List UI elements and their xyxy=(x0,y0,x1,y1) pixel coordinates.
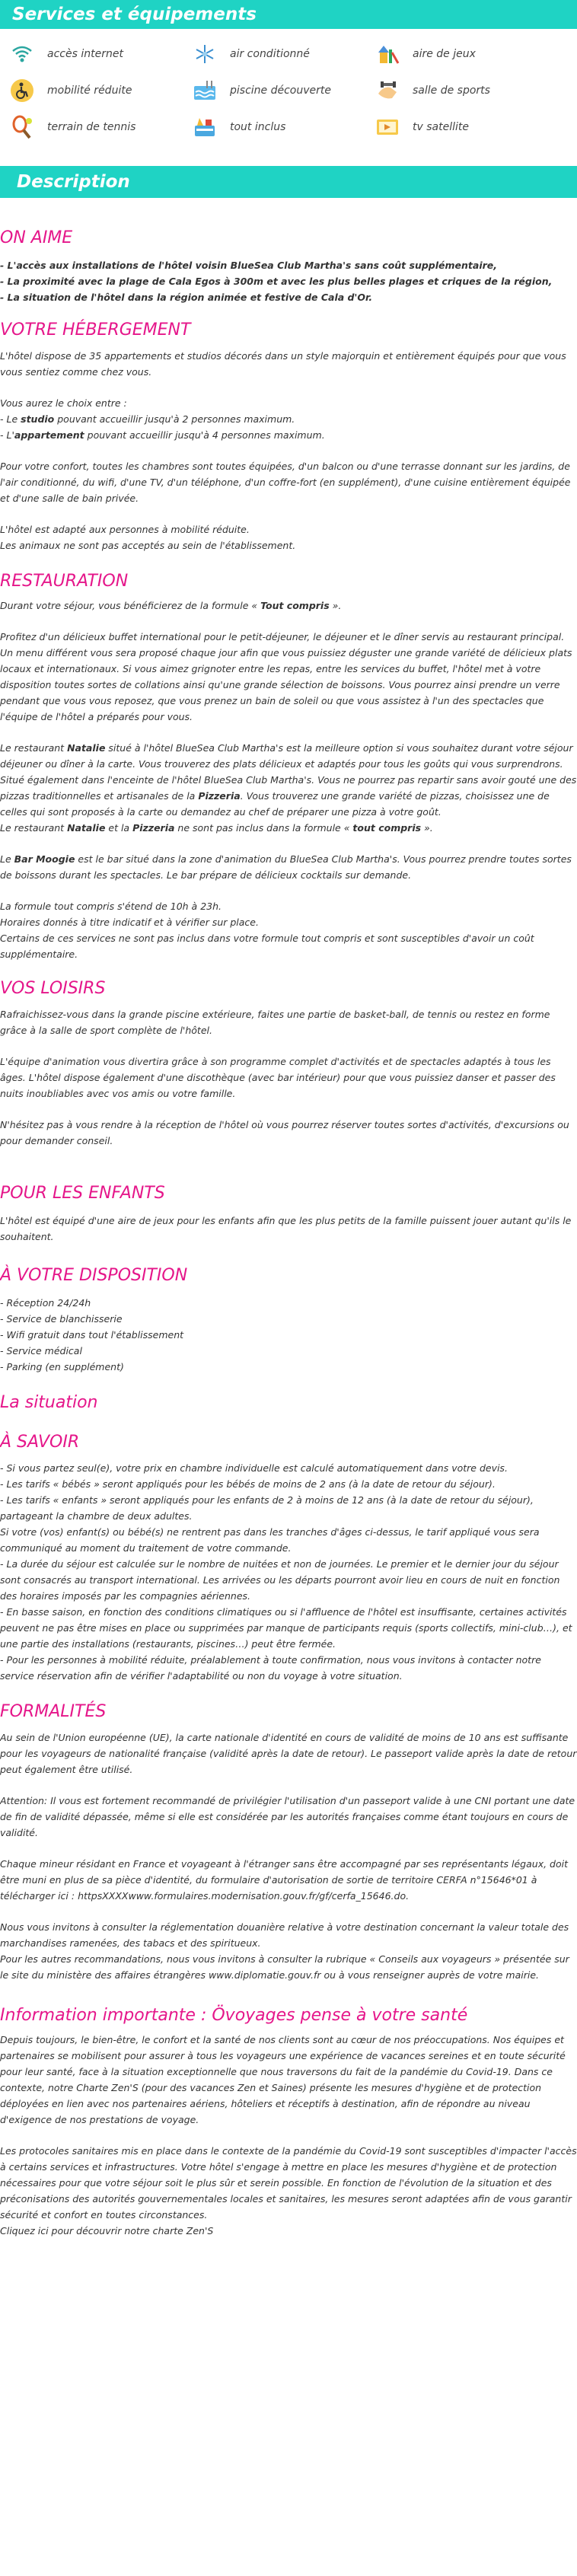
wifi-icon xyxy=(9,41,35,67)
important-p2: Les protocoles sanitaires mis en place dans le contexte de la pandémie du Covid-19 sont susceptibles d'impacter l'accès à certains services et infrastructures. Votre hôtel s'engage à mettre en place les mesures d'hygiène et de protection nécessaires pour que votre séjour soit le plus sûr et serein possible. En fonction de l'évolution de la situation et des préconisations des autorités gouvernementales locales et sanitaires, les mesures seront adaptées afin de vous garantir sécurité et confort en toutes circonstances. Cliquez ici pour découvrir notre charte Zen'S xyxy=(0,2145,577,2236)
formalites-p3: Chaque mineur résidant en France et voyageant à l'étranger sans être accompagné par ses représentants légaux, doit être muni en plus de sa pièce d'identité, du formulaire d'autorisation de sortie de territoire CERFA n°15646*01 à télécharger ici : httpsXXXXwww.formulaires.modernisation.gouv.fr/gf/cerfa_15646.do. xyxy=(0,1858,568,1902)
formalites-heading: FORMALITÉS xyxy=(0,1702,107,1721)
on-aime-heading: ON AIME xyxy=(0,228,73,247)
hebergement-appartement: - L'appartement pouvant accueillir jusqu'à 4 personnes maximum. xyxy=(0,429,325,441)
service-item xyxy=(375,76,557,105)
snowflake-icon xyxy=(192,41,218,67)
service-item xyxy=(9,40,192,69)
savoir-p1: - Si vous partez seul(e), votre prix en chambre individuelle est calculé automatiquement dans votre devis. - Les tarifs « bébés » seront appliqués pour les bébés de moins de 2 ans (à la date de retour du séjour). - Les tarifs « enfants » seront appliqués pour les enfants de 2 à moins de 12 ans (à la date de retour du séjour), partageant la chambre de deux adultes. Si votre (vos) enfant(s) ou bébé(s) ne rentrent pas dans les tranches d'âges ci-dessus, le tarif appliqué vous sera communiqué au moment du traitement de votre commande. - La durée du séjour est calculée sur le nombre de nuitées et non de journées. Le premier et le dernier jour du séjour sont consacrés au transport international. Les arrivées ou les départs pourront avoir lieu en cours de nuit en fonction des horaires imposés par les compagnies aériennes. - En basse saison, en fonction des conditions climatiques ou si l'affluence de l'hôtel est insuffisante, certaines activités peuvent ne pas être mises en place ou supprimées par manque de participants requis (sports collectifs, mini-club…), et une partie des installations (restaurants, piscines…) peut être fermée. - Pour les personnes à mobilité réduite, préalablement à toute confirmation, nous vous invitons à contacter notre service réservation afin de vérifier l'adaptabilité ou non du voyage à votre situation. xyxy=(0,1462,572,1682)
service-label: salle de sports xyxy=(413,84,490,97)
important-p1: Depuis toujours, le bien-être, le confort et la santé de nos clients sont au cœur de nos préoccupations. Nos équipes et partenaires se mobilisent pour assurer à tous les voyageurs une expérience de vacances sereines et en toute sécurité pour leur santé, face à la situation exceptionnelle que nous traversons du fait de la pandémie du Covid-19. Dans ce contexte, notre Charte Zen'S (pour des vacances Zen et Saines) présente les mesures d'hygiène et de protection déployées en lien avec nos partenaires aériens, hôteliers et réceptifs à destination, afin de répondre au niveau d'exigence de nos prestations de voyage. xyxy=(0,2034,566,2125)
hebergement-p1: L'hôtel dispose de 35 appartements et studios décorés dans un style majorquin et entièrement équipés pour que vous vous sentiez comme chez vous. xyxy=(0,350,566,378)
hebergement-p4: L'hôtel est adapté aux personnes à mobilité réduite. Les animaux ne sont pas acceptés au sein de l'établissement. xyxy=(0,524,296,551)
loisirs-p3: N'hésitez pas à vous rendre à la réception de l'hôtel où vous pourrez réserver toutes sortes d'activités, d'excursions ou pour demander conseil. xyxy=(0,1119,569,1146)
restauration-p4: Le Bar Moogie est le bar situé dans la zone d'animation du BlueSea Club Martha's. Vous pourrez prendre toutes sortes de boissons durant les spectacles. Le bar prépare de délicieux cocktails sur demande. xyxy=(0,853,572,881)
service-item xyxy=(192,76,375,105)
service-item xyxy=(9,113,192,142)
service-item xyxy=(375,113,557,142)
services-grid xyxy=(0,29,577,142)
restauration-p3: Le restaurant Natalie situé à l'hôtel BlueSea Club Martha's est la meilleure option si vous souhaitez durant votre séjour déjeuner ou dîner à la carte. Vous trouverez des plats délicieux et adaptés pour tous les goûts qui vous surprendrons. Situé également dans l'enceinte de l'hôtel BlueSea Club Martha's. Vous ne pourrez pas repartir sans avoir gouté une des pizzas traditionnelles et artisanales de la Pizzeria. Vous trouverez une grande variété de pizzas, choisissez une de celles qui sont proposés à la carte ou demandez au chef de préparer une pizza à votre goût. Le restaurant Natalie et la Pizzeria ne sont pas inclus dans la formule « tout compris ». xyxy=(0,742,577,834)
on-aime-line: - L'accès aux installations de l'hôtel voisin BlueSea Club Martha's sans coût supplémentaire, xyxy=(0,260,497,271)
hebergement-heading: VOTRE HÉBERGEMENT xyxy=(0,320,191,340)
service-label: tv satellite xyxy=(413,121,469,133)
hebergement-studio: - Le studio pouvant accueillir jusqu'à 2 personnes maximum. xyxy=(0,413,295,425)
formalites-p2: Attention: Il vous est fortement recommandé de privilégier l'utilisation d'un passeport valide à une CNI portant une date de fin de validité dépassée, même si elle est considérée par les autorités françaises comme étant toujours en cours de validité. xyxy=(0,1795,575,1838)
situation-heading: La situation xyxy=(0,1393,98,1412)
hebergement-p3: Pour votre confort, toutes les chambres sont toutes équipées, d'un balcon ou d'une terrasse donnant sur les jardins, de l'air conditionné, du wifi, d'une TV, d'un téléphone, d'un coffre-fort (en supplément), d'une cuisine entièrement équipée et d'une salle de bain privée. xyxy=(0,461,571,504)
on-aime-line: - La proximité avec la plage de Cala Egos à 300m et avec les plus belles plages et criques de la région, xyxy=(0,276,553,287)
restauration-p2: Profitez d'un délicieux buffet international pour le petit-déjeuner, le déjeuner et le dîner servis au restaurant principal. Un menu différent vous sera proposé chaque jour afin que vous puissiez déguster une grande variété de délicieux plats locaux et internationaux. Si vous aimez grignoter entre les repas, entre les services du buffet, l'hôtel met à votre disposition toutes sortes de collations ainsi qu'une grande sélection de boissons. Vous pourrez ainsi prendre un verre pendant que vous vous reposez, que vous prenez un bain de soleil ou que vous assistez à l'un des spectacles que l'équipe de l'hôtel a préparés pour vous. xyxy=(0,631,572,722)
enfants-p1: L'hôtel est équipé d'une aire de jeux pour les enfants afin que les plus petits de la famille puissent jouer autant qu'ils le souhaitent. xyxy=(0,1215,572,1242)
tv-icon xyxy=(375,114,400,140)
service-label: piscine découverte xyxy=(230,84,331,97)
restauration-heading: RESTAURATION xyxy=(0,572,129,591)
restauration-p1: Durant votre séjour, vous bénéficierez de la formule « Tout compris ». xyxy=(0,600,342,611)
disposition-heading: À VOTRE DISPOSITION xyxy=(0,1266,188,1285)
dumbbell-icon xyxy=(375,78,400,104)
description-title-text: Description xyxy=(17,172,130,192)
loisirs-heading: VOS LOISIRS xyxy=(0,979,106,998)
savoir-heading: À SAVOIR xyxy=(0,1433,80,1452)
service-item xyxy=(9,76,192,105)
pool-icon xyxy=(192,78,218,104)
service-label: mobilité réduite xyxy=(47,84,132,97)
wheelchair-icon xyxy=(9,78,35,104)
description-title xyxy=(0,166,577,198)
all-inclusive-icon xyxy=(192,114,218,140)
service-label: tout inclus xyxy=(230,121,286,133)
disposition-list: - Réception 24/24h - Service de blanchisserie - Wifi gratuit dans tout l'établissement - Service médical - Parking (en supplément) xyxy=(0,1297,184,1372)
service-item xyxy=(192,40,375,69)
enfants-heading: POUR LES ENFANTS xyxy=(0,1184,165,1203)
formalites-p1: Au sein de l'Union européenne (UE), la carte nationale d'identité en cours de validité de moins de 10 ans est suffisante pour les voyageurs de nationalité française (validité après la date de retour). Le passeport valide après la date de retour peut également être utilisé. xyxy=(0,1732,577,1775)
services-title: Services et équipements xyxy=(0,0,577,29)
service-label: accès internet xyxy=(47,48,123,60)
service-item xyxy=(192,113,375,142)
loisirs-p2: L'équipe d'animation vous divertira grâce à son programme complet d'activités et de spectacles adaptés à tous les âges. L'hôtel dispose également d'une discothèque (avec bar intérieur) pour que vous puissiez danser et passer des nuits inoubliables avec vos amis ou votre famille. xyxy=(0,1056,556,1099)
service-label: air conditionné xyxy=(230,48,310,60)
hebergement-choice-intro: Vous aurez le choix entre : xyxy=(0,397,127,409)
important-heading: Information importante : Övoyages pense à votre santé xyxy=(0,2006,468,2025)
service-label: terrain de tennis xyxy=(47,121,136,133)
playground-icon xyxy=(375,41,400,67)
description-content xyxy=(0,198,577,2239)
on-aime-line: - La situation de l'hôtel dans la région animée et festive de Cala d'Or. xyxy=(0,292,373,303)
restauration-p5: La formule tout compris s'étend de 10h à 23h. Horaires donnés à titre indicatif et à vérifier sur place. Certains de ces services ne sont pas inclus dans votre formule tout compris et sont susceptibles d'avoir un coût supplémentaire. xyxy=(0,901,534,960)
formalites-p4: Nous vous invitons à consulter la réglementation douanière relative à votre destination concernant la valeur totale des marchandises ramenées, des tabacs et des spiritueux. Pour les autres recommandations, nous vous invitons à consulter la rubrique « Conseils aux voyageurs » présentée sur le site du ministère des affaires étrangères www.diplomatie.gouv.fr ou à vous renseigner auprès de votre mairie. xyxy=(0,1921,569,1981)
loisirs-p1: Rafraichissez-vous dans la grande piscine extérieure, faites une partie de basket-ball, de tennis ou restez en forme grâce à la salle de sport complète de l'hôtel. xyxy=(0,1009,550,1036)
service-label: aire de jeux xyxy=(413,48,476,60)
tennis-icon xyxy=(9,114,35,140)
service-item xyxy=(375,40,557,69)
